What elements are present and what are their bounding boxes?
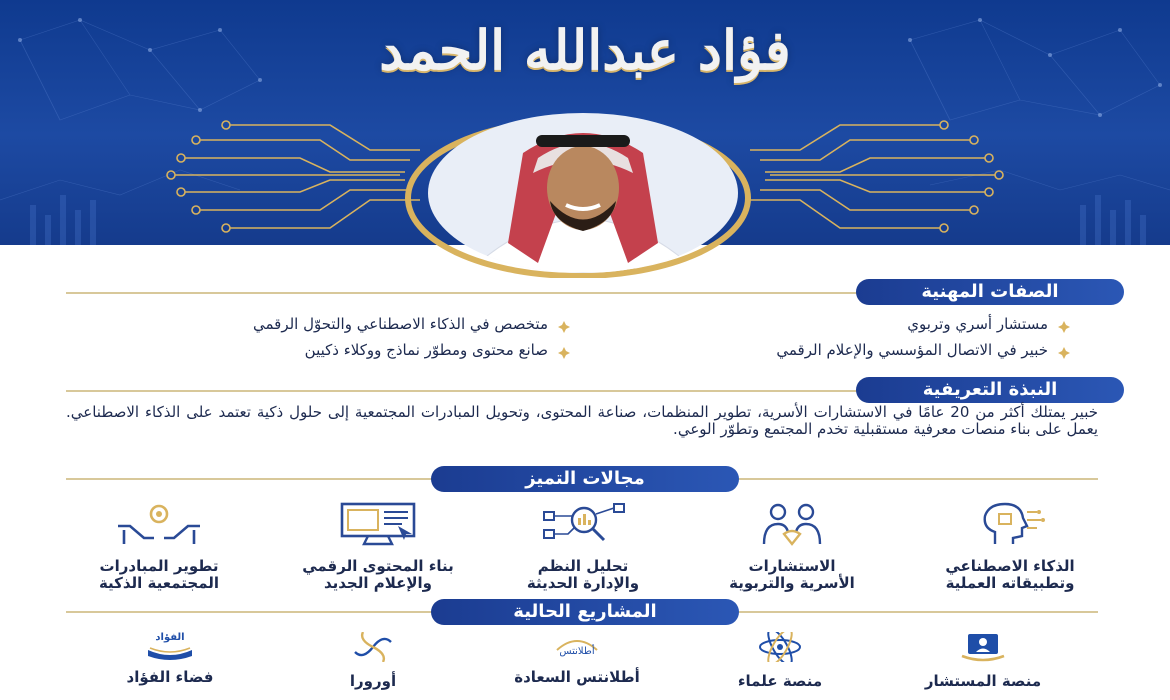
family-icon (752, 500, 832, 548)
trait-item: صانع محتوى ومطوّر نماذج ووكلاء ذكيين (305, 341, 570, 359)
trait-item: خبير في الاتصال المؤسسي والإعلام الرقمي (776, 341, 1070, 359)
trait-item: متخصص في الذكاء الاصطناعي والتحوّل الرقمي (253, 315, 570, 333)
analysis-icon (538, 500, 628, 548)
project-item: منصة علماء (690, 632, 870, 690)
section-divider (66, 390, 866, 392)
aurora-logo (353, 632, 393, 662)
areas-heading: مجالات التميز (431, 466, 739, 492)
advisor-icon (958, 632, 1008, 662)
gold-badge-icon (558, 345, 570, 357)
book-logo: الفؤاد (140, 632, 200, 662)
section-divider (66, 292, 866, 294)
hands-gear-icon (114, 500, 204, 548)
area-item: تحليل النظم والإدارة الحديثة (488, 500, 678, 592)
gold-badge-icon (1058, 345, 1070, 357)
gold-badge-icon (558, 319, 570, 331)
atlantis-logo: أطلانتس (547, 632, 607, 662)
traits-heading: الصفات المهنية (856, 279, 1124, 305)
bio-heading: النبذة التعريفية (856, 377, 1124, 403)
project-item: منصة المستشار (893, 632, 1073, 690)
project-item: أورورا (283, 632, 463, 690)
bio-paragraph: خبير يمتلك أكثر من 20 عامًا في الاستشارات الأسرية، تطوير المنظمات، صناعة المحتوى، وتحويل المبادرات المجتمعية إلى حلول ذكية تعتمد على الذكاء الاصطناعي. يعمل على بناء منصات معرفية مستقبلية تخدم المجتمع وتطوّر الوعي. (66, 403, 1099, 438)
area-item: الاستشارات الأسرية والتربوية (697, 500, 887, 592)
trait-item: مستشار أسري وتربوي (907, 315, 1070, 333)
area-item: بناء المحتوى الرقمي والإعلام الجديد (283, 500, 473, 592)
gold-badge-icon (1058, 319, 1070, 331)
project-item: الفؤاد فضاء الفؤاد (126, 632, 214, 686)
ai-head-icon (975, 500, 1045, 548)
area-item: تطوير المبادرات المجتمعية الذكية (64, 500, 254, 592)
area-item: الذكاء الاصطناعي وتطبيقاته العملية (915, 500, 1105, 592)
monitor-icon (338, 500, 418, 548)
projects-heading: المشاريع الحالية (431, 599, 739, 625)
portrait-photo (428, 113, 738, 273)
project-item: أطلانتس أطلانتس السعادة (487, 632, 667, 686)
atom-icon (755, 632, 805, 662)
person-name-title: فؤاد عبدالله الحمد (379, 18, 791, 82)
